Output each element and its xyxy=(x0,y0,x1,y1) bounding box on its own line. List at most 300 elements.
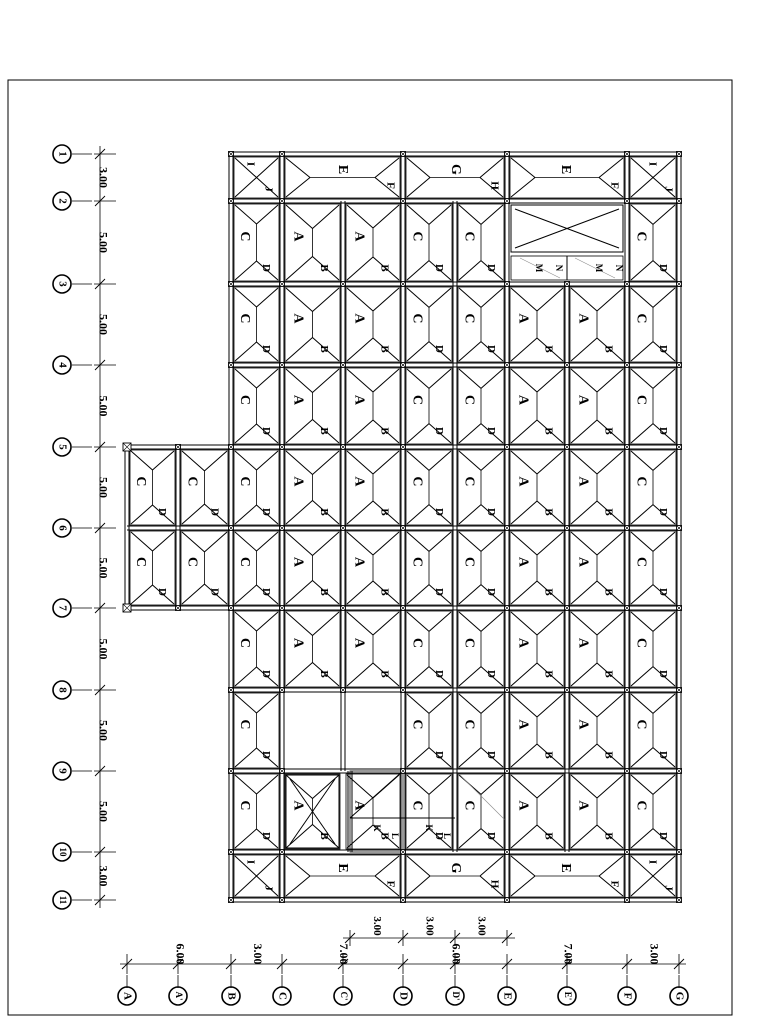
column xyxy=(401,526,406,531)
panel-diagonal xyxy=(653,775,675,794)
column xyxy=(625,199,630,204)
column xyxy=(229,769,234,774)
panel-diagonal xyxy=(235,205,257,224)
column xyxy=(341,606,346,611)
panel-diagonal xyxy=(631,261,653,280)
column xyxy=(341,363,346,368)
column xyxy=(280,898,285,903)
panel-diagonal xyxy=(653,694,675,713)
column xyxy=(505,199,510,204)
grid-bubble-label: G xyxy=(673,991,686,1001)
grid-bubble-label: 11 xyxy=(57,895,68,905)
column xyxy=(401,769,406,774)
panel-diagonal xyxy=(286,581,313,604)
panel-label: B xyxy=(317,427,330,435)
column xyxy=(505,152,510,157)
panel-diagonal xyxy=(511,876,535,896)
panel-diagonal xyxy=(597,369,623,392)
panel-diagonal xyxy=(131,585,153,604)
panel-label: K xyxy=(423,824,434,832)
panel-diagonal xyxy=(429,205,451,224)
panel-label: C xyxy=(184,556,200,568)
panel-diagonal xyxy=(653,288,675,307)
panel-diagonal xyxy=(597,775,623,798)
panel-label: C xyxy=(633,476,649,487)
panel-label: J xyxy=(262,885,275,891)
panel-label: D xyxy=(484,508,497,516)
panel-diagonal xyxy=(257,694,279,713)
column xyxy=(625,526,630,531)
panel-diagonal xyxy=(407,451,429,470)
column xyxy=(677,606,682,611)
panel-diagonal xyxy=(571,420,597,443)
panel-label: L xyxy=(441,832,452,840)
panel-label: A xyxy=(351,313,367,324)
panel-diagonal xyxy=(631,532,653,551)
column xyxy=(505,850,510,855)
panel-label: A xyxy=(290,556,306,568)
panel-diagonal xyxy=(631,205,653,224)
panel-diagonal xyxy=(459,612,481,631)
column xyxy=(123,443,131,451)
panel-diagonal xyxy=(373,288,399,311)
panel-diagonal xyxy=(459,748,481,767)
panel-label: F xyxy=(608,182,621,189)
panel-label: B xyxy=(317,832,330,840)
panel-diagonal xyxy=(286,158,310,178)
column xyxy=(401,282,406,287)
panel-label: C xyxy=(409,719,425,730)
panel-diagonal xyxy=(286,501,313,524)
panel-diagonal xyxy=(286,420,313,443)
panel-diagonal xyxy=(407,288,429,307)
panel-label: B xyxy=(317,264,330,272)
panel-diagonal xyxy=(347,775,373,798)
panel-diagonal xyxy=(429,612,451,631)
panel-diagonal xyxy=(631,775,653,794)
panel-diagonal xyxy=(407,424,429,443)
panel-diagonal xyxy=(235,748,257,767)
panel-label: C xyxy=(409,476,425,487)
panel-diagonal xyxy=(347,825,373,848)
grid-bubble-label: B xyxy=(225,992,238,1000)
panel-label: B xyxy=(317,588,330,596)
column xyxy=(505,445,510,450)
panel-diagonal xyxy=(481,205,503,224)
panel-label: C xyxy=(409,394,425,406)
grid-bubble-label: 9 xyxy=(56,768,69,774)
panel-diagonal xyxy=(235,612,257,631)
column xyxy=(565,363,570,368)
column xyxy=(677,526,682,531)
panel-diagonal xyxy=(537,369,563,392)
panel-diagonal xyxy=(235,532,257,551)
panel-label: B xyxy=(378,670,391,678)
panel-diagonal xyxy=(459,829,481,848)
panel-label: C xyxy=(409,231,425,242)
panel-diagonal xyxy=(373,532,399,555)
grid-bubble-label: 7 xyxy=(56,605,69,611)
column xyxy=(123,604,131,612)
panel-diagonal xyxy=(235,829,257,848)
column xyxy=(625,606,630,611)
column xyxy=(280,526,285,531)
panel-label: N xyxy=(613,264,624,272)
panel-diagonal xyxy=(286,338,313,361)
panel-diagonal xyxy=(511,856,535,876)
panel-diagonal xyxy=(407,505,429,524)
column xyxy=(505,363,510,368)
column xyxy=(401,199,406,204)
panel-label: D xyxy=(260,670,273,678)
grid-bubble-label: E' xyxy=(562,991,573,1001)
panel-diagonal xyxy=(257,451,279,470)
panel-label: A xyxy=(351,231,367,242)
panel-label: D xyxy=(484,427,497,435)
panel-diagonal xyxy=(313,612,340,635)
panel-diagonal xyxy=(429,451,451,470)
panel-label: B xyxy=(602,508,615,516)
panel-label: A xyxy=(575,637,591,649)
panel-label: A xyxy=(575,394,591,406)
panel-label: A xyxy=(290,476,306,487)
panel-diagonal xyxy=(373,205,399,228)
panel-label: C xyxy=(461,637,477,649)
column xyxy=(280,445,285,450)
column xyxy=(280,688,285,693)
panel-label: D xyxy=(260,508,273,516)
panel-label: I xyxy=(244,161,257,167)
panel-diagonal xyxy=(286,876,310,896)
stair-line xyxy=(350,771,403,818)
panel-diagonal xyxy=(235,505,257,524)
panel-diagonal xyxy=(257,532,279,551)
panel-label: C xyxy=(461,394,477,406)
column xyxy=(280,152,285,157)
column xyxy=(341,526,346,531)
panel-label: C xyxy=(461,313,477,324)
column xyxy=(505,606,510,611)
panel-label: H xyxy=(488,181,501,190)
panel-diagonal xyxy=(182,451,205,471)
column xyxy=(677,282,682,287)
grid-bubble-label: A xyxy=(121,992,134,1000)
row-spacing-label: 5.00 xyxy=(96,801,111,822)
panel-label: M xyxy=(533,263,544,273)
row-spacing-label: 5.00 xyxy=(96,477,111,498)
row-spacing-label: 5.00 xyxy=(96,232,111,253)
panel-diagonal xyxy=(631,369,653,388)
panel-label: A xyxy=(515,394,531,406)
panel-diagonal xyxy=(313,451,340,474)
panel-label: B xyxy=(378,508,391,516)
panel-diagonal xyxy=(407,612,429,631)
panel-diagonal xyxy=(407,748,429,767)
column xyxy=(401,445,406,450)
panel-diagonal xyxy=(511,451,537,474)
panel-diagonal xyxy=(537,288,563,311)
panel-diagonal xyxy=(286,178,310,198)
panel-label: C xyxy=(461,231,477,242)
panel-label: B xyxy=(378,427,391,435)
panel-label: A xyxy=(515,719,531,730)
grid-bubble-label: 8 xyxy=(56,687,69,693)
panel-label: B xyxy=(602,751,615,759)
column xyxy=(625,363,630,368)
column xyxy=(565,606,570,611)
panel-diagonal xyxy=(459,694,481,713)
panel-diagonal xyxy=(459,424,481,443)
panel-label: D xyxy=(484,832,497,840)
panel-diagonal xyxy=(459,505,481,524)
panel-diagonal xyxy=(257,205,279,224)
panel-label: C xyxy=(237,394,253,406)
grid-bubble-label: F xyxy=(621,992,634,1000)
panel-label: A xyxy=(575,800,591,811)
row-spacing-label: 5.00 xyxy=(96,314,111,335)
panel-label: C xyxy=(633,394,649,406)
panel-diagonal xyxy=(631,748,653,767)
panel-diagonal xyxy=(480,856,503,876)
panel-diagonal xyxy=(571,451,597,474)
panel-label: D xyxy=(484,670,497,678)
panel-diagonal xyxy=(313,205,340,228)
panel-label: A xyxy=(351,800,367,811)
panel-label: E xyxy=(557,164,573,175)
panel-diagonal xyxy=(235,288,257,307)
panel-diagonal xyxy=(407,856,430,876)
panel-label: A xyxy=(575,476,591,487)
panel-label: C xyxy=(409,637,425,649)
panel-diagonal xyxy=(481,694,503,713)
panel-label: A xyxy=(515,556,531,568)
panel-diagonal xyxy=(571,694,597,717)
panel-diagonal xyxy=(571,501,597,524)
panel-diagonal xyxy=(511,663,537,686)
panel-diagonal xyxy=(235,342,257,361)
panel-label: G xyxy=(447,164,463,175)
panel-label: E xyxy=(334,164,350,175)
panel-diagonal xyxy=(373,451,399,474)
panel-diagonal xyxy=(653,451,675,470)
panel-label: B xyxy=(542,670,555,678)
col-inner-spacing-label: 3.00 xyxy=(370,916,383,936)
column xyxy=(229,152,234,157)
panel-label: D xyxy=(432,508,445,516)
panel-diagonal xyxy=(375,158,399,178)
column xyxy=(677,898,682,903)
panel-label: D xyxy=(156,588,169,596)
panel-diagonal xyxy=(347,205,373,228)
panel-diagonal xyxy=(407,261,429,280)
column xyxy=(677,445,682,450)
panel-diagonal xyxy=(571,612,597,635)
panel-diagonal xyxy=(373,612,399,635)
panel-label: F xyxy=(608,880,621,888)
panel-diagonal xyxy=(653,369,675,388)
panel-label: N xyxy=(553,264,564,272)
panel-diagonal xyxy=(459,342,481,361)
column xyxy=(229,199,234,204)
column xyxy=(677,363,682,368)
column xyxy=(677,152,682,157)
panel-diagonal xyxy=(347,288,373,311)
panel-label: B xyxy=(542,751,555,759)
panel-diagonal xyxy=(429,694,451,713)
panel-diagonal xyxy=(511,158,535,178)
panel-diagonal xyxy=(631,288,653,307)
panel-label: C xyxy=(461,719,477,730)
panel-diagonal xyxy=(511,612,537,635)
panel-diagonal xyxy=(597,694,623,717)
panel-label: D xyxy=(484,345,497,353)
panel-diagonal xyxy=(511,694,537,717)
panel-diagonal xyxy=(571,825,597,848)
panel-label: B xyxy=(317,508,330,516)
panel-diagonal xyxy=(481,612,503,631)
column xyxy=(565,282,570,287)
panel-label: C xyxy=(237,476,253,487)
panel-diagonal xyxy=(480,158,503,178)
panel-label: D xyxy=(656,508,669,516)
panel-diagonal xyxy=(571,369,597,392)
panel-diagonal xyxy=(286,288,313,311)
panel-diagonal xyxy=(597,451,623,474)
panel-diagonal xyxy=(347,451,373,474)
panel-diagonal xyxy=(571,775,597,798)
column xyxy=(176,606,181,611)
panel-label: G xyxy=(447,862,463,874)
col-spacing-label: 6.00 xyxy=(449,943,464,965)
panel-diagonal xyxy=(631,342,653,361)
panel-diagonal xyxy=(347,257,373,280)
grid-bubble-label: 3 xyxy=(56,281,69,287)
panel-diagonal xyxy=(347,663,373,686)
panel-diagonal xyxy=(205,532,228,552)
panel-diagonal xyxy=(459,261,481,280)
column xyxy=(677,688,682,693)
col-spacing-label: 6.00 xyxy=(173,943,188,965)
panel-diagonal xyxy=(235,694,257,713)
panel-label: D xyxy=(260,832,273,840)
panel-label: D xyxy=(484,751,497,759)
panel-label: A xyxy=(575,719,591,730)
panel-diagonal xyxy=(511,178,535,198)
panel-diagonal xyxy=(153,532,175,551)
column xyxy=(625,850,630,855)
column xyxy=(625,152,630,157)
column xyxy=(229,526,234,531)
panel-label: C xyxy=(409,556,425,568)
panel-diagonal xyxy=(459,369,481,388)
panel-diagonal xyxy=(235,424,257,443)
panel-label: D xyxy=(656,345,669,353)
col-spacing-label: 7.00 xyxy=(336,943,351,965)
panel-diagonal xyxy=(286,825,313,848)
row-spacing-label: 5.00 xyxy=(96,395,111,417)
row-spacing-label: 5.00 xyxy=(96,720,111,741)
panel-diagonal xyxy=(286,663,313,686)
panel-label: C xyxy=(633,637,649,649)
panel-label: D xyxy=(656,588,669,596)
panel-diagonal xyxy=(571,581,597,604)
panel-diagonal xyxy=(631,667,653,686)
panel-diagonal xyxy=(537,694,563,717)
panel-diagonal xyxy=(407,694,429,713)
grid-bubble-label: 6 xyxy=(56,525,69,531)
panel-diagonal xyxy=(373,369,399,392)
panel-label: D xyxy=(260,588,273,596)
panel-label: D xyxy=(432,670,445,678)
panel-diagonal xyxy=(347,532,373,555)
panel-label: A xyxy=(351,637,367,649)
panel-label: C xyxy=(461,476,477,487)
panel-label: D xyxy=(432,264,445,272)
panel-diagonal xyxy=(182,532,205,552)
column xyxy=(280,363,285,368)
panel-diagonal xyxy=(631,424,653,443)
column xyxy=(229,282,234,287)
panel-diagonal xyxy=(511,288,537,311)
panel-diagonal xyxy=(597,288,623,311)
panel-diagonal xyxy=(511,581,537,604)
panel-diagonal xyxy=(537,532,563,555)
panel-diagonal xyxy=(407,158,430,178)
grid-bubble-label: 5 xyxy=(56,444,69,450)
panel-diagonal xyxy=(537,612,563,635)
column xyxy=(401,152,406,157)
column xyxy=(280,606,285,611)
panel-label: C xyxy=(633,231,649,242)
grid-bubble-label: 4 xyxy=(56,362,69,368)
panel-label: M xyxy=(593,263,604,273)
grid-bubble-label: C xyxy=(276,992,289,1000)
column xyxy=(565,445,570,450)
panel-label: A xyxy=(351,394,367,406)
panel-label: D xyxy=(656,670,669,678)
panel-label: D xyxy=(656,832,669,840)
panel-diagonal xyxy=(571,532,597,555)
panel-label: A xyxy=(575,313,591,324)
panel-diagonal xyxy=(631,612,653,631)
panel-diagonal xyxy=(511,420,537,443)
panel-label: D xyxy=(484,588,497,596)
panel-diagonal xyxy=(429,369,451,388)
panel-diagonal xyxy=(235,667,257,686)
panel-label: D xyxy=(432,345,445,353)
panel-label: D xyxy=(484,264,497,272)
column xyxy=(229,898,234,903)
panel-label: B xyxy=(542,588,555,596)
panel-diagonal xyxy=(631,585,653,604)
panel-diagonal xyxy=(407,369,429,388)
panel-diagonal xyxy=(235,261,257,280)
column xyxy=(505,898,510,903)
panel-label: B xyxy=(602,588,615,596)
panel-diagonal xyxy=(235,451,257,470)
panel-diagonal xyxy=(407,178,430,198)
panel-label: C xyxy=(461,556,477,568)
panel-diagonal xyxy=(429,775,451,794)
column xyxy=(401,606,406,611)
panel-label: B xyxy=(542,345,555,353)
panel-label: C xyxy=(633,719,649,730)
panel-diagonal xyxy=(347,501,373,524)
panel-diagonal xyxy=(235,369,257,388)
column xyxy=(341,445,346,450)
column xyxy=(229,445,234,450)
panel-label: J xyxy=(662,885,675,891)
